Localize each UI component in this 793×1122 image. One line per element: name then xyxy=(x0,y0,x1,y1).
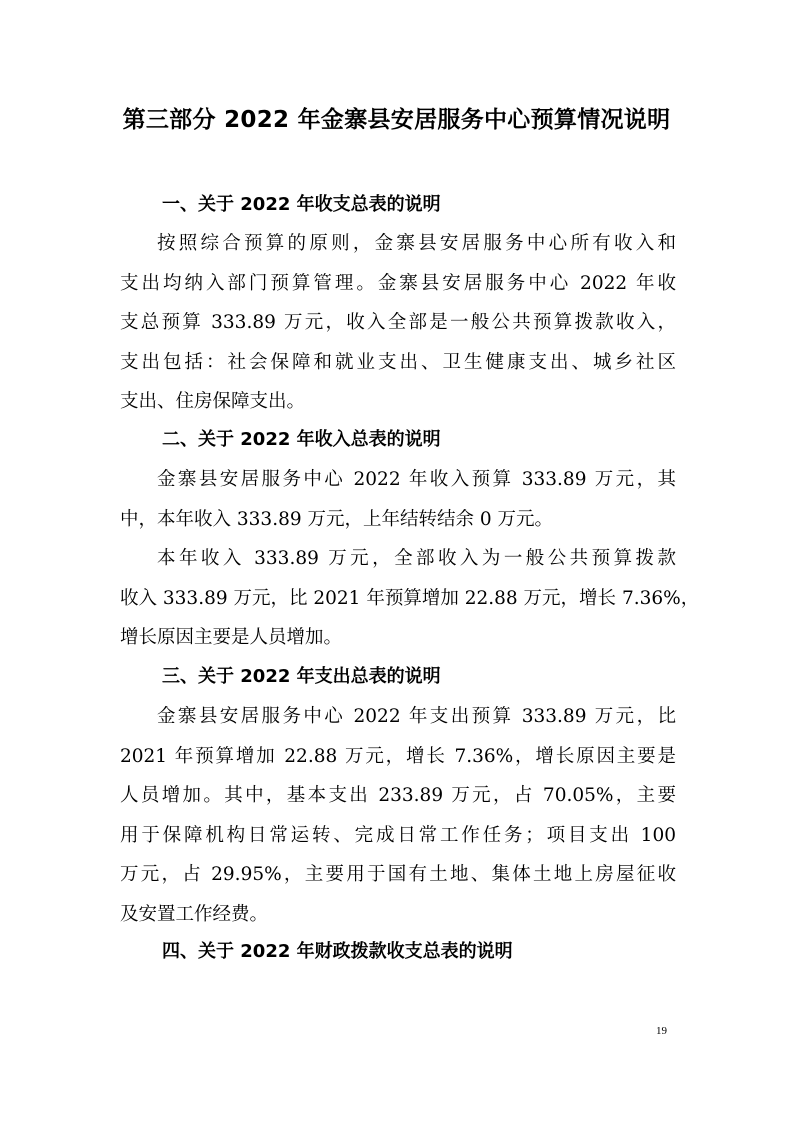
text-line: 支出、住房保障支出。 xyxy=(120,391,306,413)
text-line: 2021 年预算增加 22.88 万元，增长 7.36%，增长原因主要是 xyxy=(120,745,676,767)
section-heading-3: 三、关于 2022 年支出总表的说明 xyxy=(162,666,441,687)
text-line: 按照综合预算的原则，金寨县安居服务中心所有收入和 xyxy=(157,233,676,254)
text-line: 支出包括：社会保障和就业支出、卫生健康支出、城乡社区 xyxy=(120,351,676,373)
section-heading-4: 四、关于 2022 年财政拨款收支总表的说明 xyxy=(162,941,513,962)
text-line: 万元，占 29.95%，主要用于国有土地、集体土地上房屋征收 xyxy=(120,864,676,886)
text-line: 支总预算 333.89 万元，收入全部是一般公共预算拨款收入， xyxy=(120,312,676,334)
text-line: 收入 333.89 万元，比 2021 年预算增加 22.88 万元，增长 7.36%， xyxy=(120,587,700,609)
text-line: 支出均纳入部门预算管理。金寨县安居服务中心 2022 年收 xyxy=(120,272,676,294)
section-heading-2: 二、关于 2022 年收入总表的说明 xyxy=(162,429,441,450)
text-line: 增长原因主要是人员增加。 xyxy=(120,627,343,649)
text-line: 本年收入 333.89 万元，全部收入为一般公共预算拨款 xyxy=(157,548,676,569)
text-line: 用于保障机构日常运转、完成日常工作任务；项目支出 100 xyxy=(120,824,676,846)
section-3-paragraph-1 xyxy=(120,697,676,935)
section-heading-1: 一、关于 2022 年收支总表的说明 xyxy=(162,194,441,215)
page-title: 第三部分 2022 年金寨县安居服务中心预算情况说明 xyxy=(122,107,671,133)
text-line: 中，本年收入 333.89 万元，上年结转结余 0 万元。 xyxy=(120,508,554,530)
text-line: 金寨县安居服务中心 2022 年支出预算 333.89 万元，比 xyxy=(157,706,676,727)
section-2-paragraph-1 xyxy=(120,460,676,539)
section-2-paragraph-2 xyxy=(120,539,700,658)
page-number: 19 xyxy=(656,1025,667,1037)
text-line: 及安置工作经费。 xyxy=(120,903,269,925)
section-1-paragraph-1 xyxy=(120,224,676,422)
text-line: 人员增加。其中，基本支出 233.89 万元，占 70.05%，主要 xyxy=(120,785,676,807)
text-line: 金寨县安居服务中心 2022 年收入预算 333.89 万元，其 xyxy=(157,469,676,490)
